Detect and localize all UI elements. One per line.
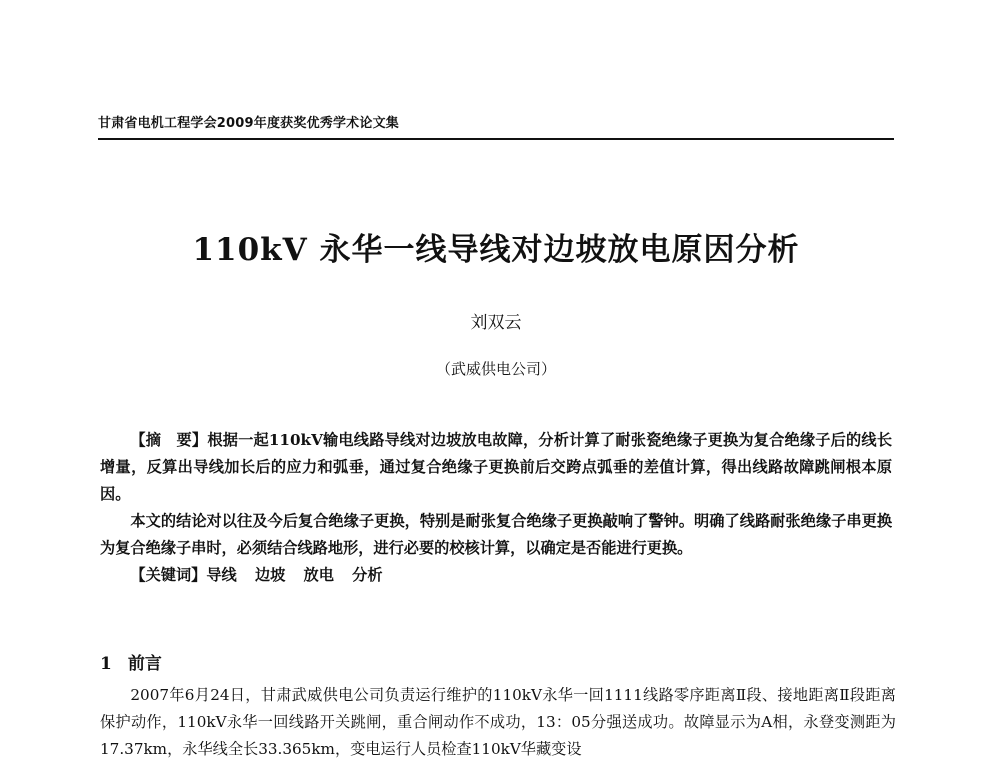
section-body [100, 682, 896, 763]
abstract-text-2: 本文的结论对以往及今后复合绝缘子更换，特别是耐张复合绝缘子更换敲响了警钟。明确了线路耐张绝缘子串更换为复合绝缘子串时，必须结合线路地形，进行必要的校核计算，以确定是否能进行更换。 [100, 512, 892, 557]
author-name: 刘双云 [470, 313, 522, 333]
keyword: 边坡 [254, 566, 286, 584]
keyword: 分析 [352, 566, 383, 584]
abstract-paragraph-2 [100, 508, 892, 562]
abstract-label: 【摘 要】 [130, 431, 208, 449]
section-number: 1 [100, 654, 112, 674]
running-header-text: 甘肃省电机工程学会2009年度获奖优秀学术论文集 [98, 116, 399, 131]
keyword: 导线 [206, 566, 237, 584]
body-paragraph: 2007年6月24日，甘肃武威供电公司负责运行维护的110kV永华一回1111线路零序距离Ⅱ段、接地距离Ⅱ段距离保护动作，110kV永华一回线路开关跳闸，重合闸动作不成功，13：05分强送成功。故障显示为A相，永登变测距为17.37km，永华线全长33.365km，变电运行人员检查110kV华藏变设 [100, 686, 896, 758]
section-heading [100, 652, 162, 676]
keywords-line [100, 562, 892, 589]
running-header [98, 112, 894, 140]
section-title: 前言 [127, 654, 162, 674]
author-affiliation: （武威供电公司） [435, 360, 556, 378]
keyword: 放电 [303, 566, 334, 584]
abstract-text: 根据一起110kV输电线路导线对边坡放电故障，分析计算了耐张瓷绝缘子更换为复合绝缘子后的线长增量，反算出导线加长后的应力和弧垂，通过复合绝缘子更换前后交跨点弧垂的差值计算，得出线路故障跳闸根本原因。 [100, 431, 893, 503]
keywords-label: 【关键词】 [130, 566, 207, 584]
paper-title: 110kV 永华一线导线对边坡放电原因分析 [192, 232, 800, 268]
abstract-block [100, 427, 892, 589]
abstract-paragraph [100, 427, 892, 508]
